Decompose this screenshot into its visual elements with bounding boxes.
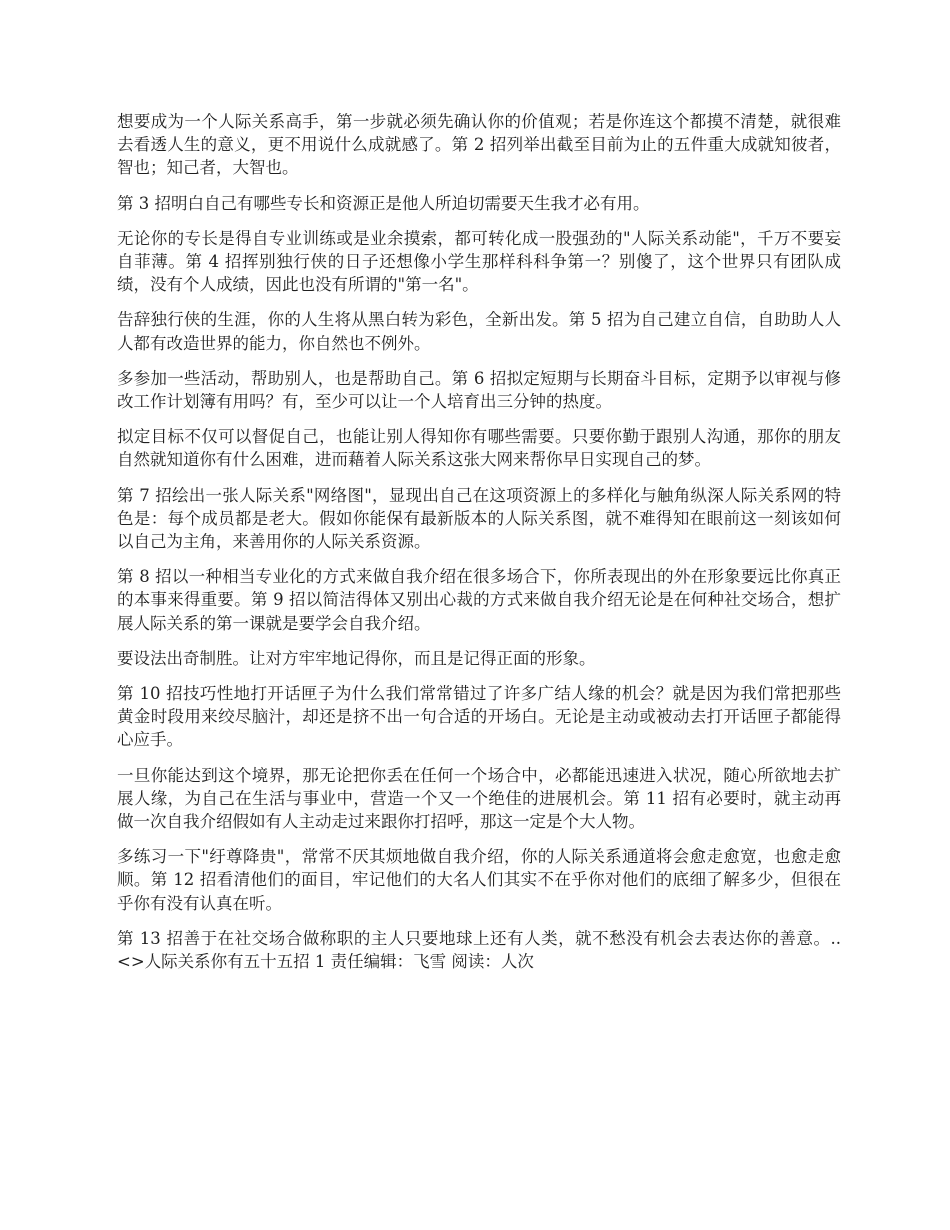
paragraph-1: 想要成为一个人际关系高手，第一步就必须先确认你的价值观；若是你连这个都摸不清楚，就很难去看透人生的意义，更不用说什么成就感了。第 2 招列举出截至目前为止的五件重大成就知彼者，智也；知己者，大智也。 [117, 112, 841, 178]
paragraph-11: 一旦你能达到这个境界，那无论把你丢在任何一个场合中，必都能迅速进入状况，随心所欲地去扩展人缘，为自己在生活与事业中，营造一个又一个绝佳的进展机会。第 11 招有必要时，就主动再做一次自我介绍假如有人主动走过来跟你打招呼，那这一定是个大人物。 [117, 765, 841, 832]
paragraph-9: 要设法出奇制胜。让对方牢牢地记得你，而且是记得正面的形象。 [117, 648, 596, 668]
paragraph-4: 告辞独行侠的生涯，你的人生将从黑白转为彩色，全新出发。第 5 招为自己建立自信，自助助人人人都有改造世界的能力，你自然也不例外。 [117, 310, 841, 353]
paragraph-13: 第 13 招善于在社交场合做称职的主人只要地球上还有人类，就不愁没有机会去表达你的善意。..<>人际关系你有五十五招 1 责任编辑：飞雪 阅读：人次 [117, 928, 841, 972]
paragraph-10: 第 10 招技巧性地打开话匣子为什么我们常常错过了许多广结人缘的机会？就是因为我们常把那些黄金时段用来绞尽脑汁，却还是挤不出一句合适的开场白。无论是主动或被动去打开话匣子都能得心应手。 [117, 684, 841, 750]
paragraph-8: 第 8 招以一种相当专业化的方式来做自我介绍在很多场合下，你所表现出的外在形象要远比你真正的本事来得重要。第 9 招以简洁得体又别出心裁的方式来做自我介绍无论是在何种社交场合，想扩展人际关系的第一课就是要学会自我介绍。 [117, 567, 841, 633]
paragraph-5: 多参加一些活动，帮助别人，也是帮助自己。第 6 招拟定短期与长期奋斗目标，定期予以审视与修改工作计划簿有用吗？有，至少可以让一个人培育出三分钟的热度。 [117, 368, 841, 412]
paragraph-2: 第 3 招明白自己有哪些专长和资源正是他人所迫切需要天生我才必有用。 [117, 193, 650, 213]
paragraph-6: 拟定目标不仅可以督促自己，也能让别人得知你有哪些需要。只要你勤于跟别人沟通，那你的朋友自然就知道你有什么困难，进而藉着人际关系这张大网来帮你早日实现自己的梦。 [117, 427, 841, 470]
paragraph-12: 多练习一下"纡尊降贵"，常常不厌其烦地做自我介绍，你的人际关系通道将会愈走愈宽，也愈走愈顺。第 12 招看清他们的面目，牢记他们的大名人们其实不在乎你对他们的底细了解多少，但很在乎你有没有认真在听。 [117, 847, 841, 913]
paragraph-3: 无论你的专长是得自专业训练或是业余摸索，都可转化成一股强劲的"人际关系动能"，千万不要妄自菲薄。第 4 招挥别独行侠的日子还想像小学生那样科科争第一？别傻了，这个世界只有团队成绩，没有个人成绩，因此也没有所谓的"第一名"。 [117, 228, 841, 295]
document-body [117, 110, 841, 985]
paragraph-7: 第 7 招绘出一张人际关系"网络图"，显现出自己在这项资源上的多样化与触角纵深人际关系网的特色是：每个成员都是老大。假如你能保有最新版本的人际关系图，就不难得知在眼前这一刻该如何以自己为主角，来善用你的人际关系资源。 [117, 485, 841, 552]
